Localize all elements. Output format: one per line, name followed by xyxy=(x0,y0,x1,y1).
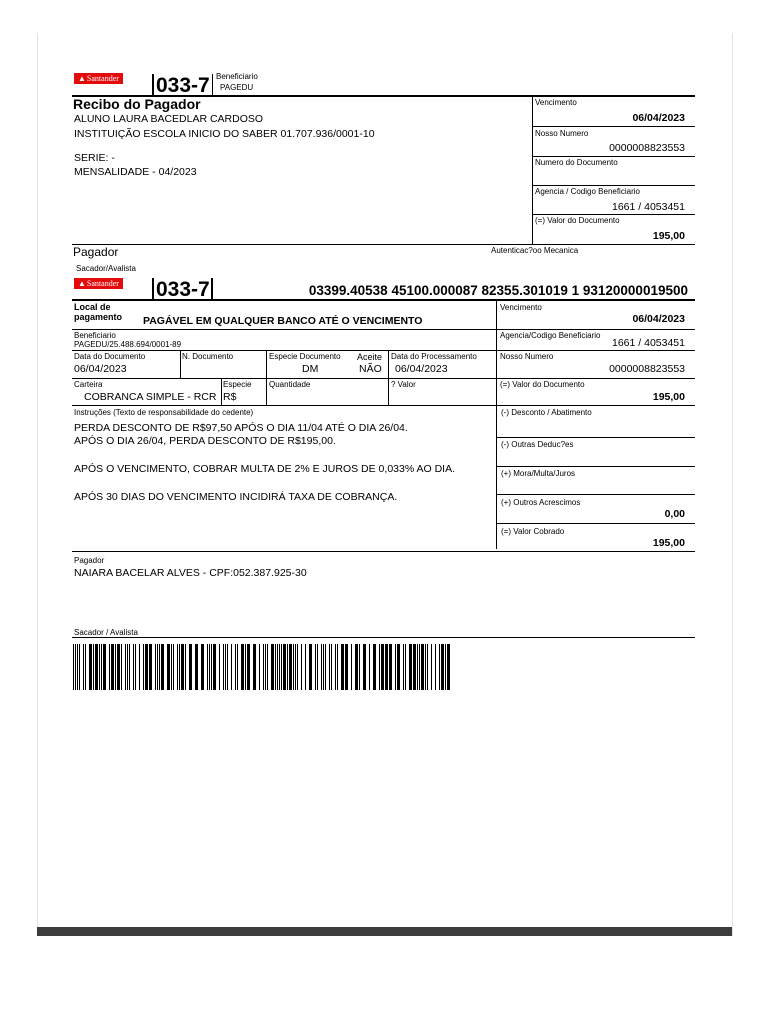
slip-drawer-bottom-label: Sacador / Avalista xyxy=(74,628,138,637)
rule xyxy=(532,214,695,215)
barcode-bar xyxy=(109,644,110,690)
barcode-bar xyxy=(317,644,318,690)
barcode-bar xyxy=(337,644,338,690)
rule xyxy=(72,350,695,351)
barcode-bar xyxy=(167,644,170,690)
barcode-bar xyxy=(425,644,426,690)
barcode-bar xyxy=(445,644,446,690)
barcode-bar xyxy=(77,644,78,690)
barcode-bar xyxy=(99,644,100,690)
currency-value: R$ xyxy=(223,391,237,403)
series-line: SERIE: - xyxy=(74,152,115,164)
barcode-bar xyxy=(379,644,380,690)
barcode-bar xyxy=(253,644,256,690)
barcode-bar xyxy=(321,644,322,690)
barcode-bar xyxy=(223,644,224,690)
barcode-bar xyxy=(417,644,418,690)
barcode-bar xyxy=(419,644,420,690)
barcode-bar xyxy=(117,644,120,690)
barcode xyxy=(73,644,453,690)
charged-value: 195,00 xyxy=(652,537,685,549)
receipt-our-number-value: 0000008823553 xyxy=(609,142,685,154)
slip-due-value: 06/04/2023 xyxy=(632,313,685,325)
doc-kind-label: Especie Documento xyxy=(269,352,341,361)
doc-number-label: N. Documento xyxy=(182,352,234,361)
column-divider xyxy=(532,96,533,244)
student-line: ALUNO LAURA BACEDLAR CARDOSO xyxy=(74,113,264,125)
barcode-bar xyxy=(101,644,102,690)
barcode-bar xyxy=(179,644,180,690)
barcode-bar xyxy=(149,644,152,690)
currency-label: Especie xyxy=(223,380,252,389)
barcode-bar xyxy=(385,644,388,690)
barcode-bar xyxy=(173,644,174,690)
separator xyxy=(152,278,154,300)
charged-label: (=) Valor Cobrado xyxy=(501,527,565,536)
barcode-bar xyxy=(195,644,198,690)
barcode-bar xyxy=(213,644,216,690)
barcode-bar xyxy=(345,644,348,690)
receipt-doc-value: 195,00 xyxy=(652,230,685,242)
barcode-bar xyxy=(359,644,360,690)
barcode-bar xyxy=(219,644,220,690)
instructions-label: Instruções (Texto de responsabilidade do cedente) xyxy=(74,408,254,417)
accept-label: Aceite xyxy=(357,352,383,362)
slip-our-number-value: 0000008823553 xyxy=(609,363,685,375)
barcode-bar xyxy=(237,644,238,690)
receipt-title: Recibo do Pagador xyxy=(73,96,201,112)
barcode-bar xyxy=(133,644,134,690)
bank-code: 033-7 xyxy=(156,74,210,97)
barcode-bar xyxy=(389,644,392,690)
barcode-bar xyxy=(277,644,278,690)
barcode-bar xyxy=(295,644,296,690)
barcode-bar xyxy=(447,644,450,690)
doc-date-label: Data do Documento xyxy=(74,352,146,361)
barcode-bar xyxy=(405,644,406,690)
barcode-bar xyxy=(75,644,76,690)
value-label: ? Valor xyxy=(391,380,416,389)
barcode-bar xyxy=(231,644,232,690)
barcode-bar xyxy=(267,644,268,690)
separator xyxy=(152,74,154,96)
doc-kind-value: DM xyxy=(302,363,319,375)
slip-payer-value: NAIARA BACELAR ALVES - CPF:052.387.925-30 xyxy=(74,567,307,579)
beneficiary-label: Beneficiario xyxy=(216,72,258,81)
barcode-bar xyxy=(207,644,208,690)
rule xyxy=(532,126,695,127)
barcode-bar xyxy=(301,644,302,690)
barcode-bar xyxy=(201,644,204,690)
accept-value: NÃO xyxy=(359,363,382,375)
barcode-bar xyxy=(177,644,178,690)
digitable-line: 03399.40538 45100.000087 82355.301019 1 93120000019500 xyxy=(308,283,688,298)
barcode-bar xyxy=(95,644,98,690)
barcode-bar xyxy=(227,644,228,690)
column-divider xyxy=(221,379,222,405)
barcode-bar xyxy=(271,644,274,690)
column-divider xyxy=(180,351,181,378)
barcode-bar xyxy=(111,644,114,690)
barcode-bar xyxy=(247,644,250,690)
barcode-bar xyxy=(125,644,126,690)
santander-flame-icon: ▲ xyxy=(78,74,86,83)
instruction-line: PERDA DESCONTO DE R$97,50 APÓS O DIA 11/04 ATÉ O DIA 26/04. xyxy=(74,422,408,434)
barcode-bar xyxy=(373,644,376,690)
barcode-bar xyxy=(209,644,210,690)
slip-beneficiary-label: Beneficiario xyxy=(74,331,116,340)
barcode-bar xyxy=(73,644,74,690)
barcode-bar xyxy=(127,644,128,690)
column-divider xyxy=(266,379,267,405)
rule xyxy=(72,405,695,406)
barcode-bar xyxy=(409,644,412,690)
column-divider xyxy=(388,379,389,405)
column-divider xyxy=(266,351,267,378)
wallet-label: Carteira xyxy=(74,380,103,389)
barcode-bar xyxy=(363,644,366,690)
barcode-bar xyxy=(263,644,264,690)
barcode-bar xyxy=(159,644,160,690)
receipt-agency-value: 1661 / 4053451 xyxy=(612,201,685,213)
receipt-due-value: 06/04/2023 xyxy=(632,112,685,124)
payment-place-label: Local de xyxy=(74,302,111,312)
barcode-bar xyxy=(171,644,172,690)
barcode-bar xyxy=(89,644,92,690)
barcode-bar xyxy=(413,644,416,690)
institution-line: INSTITUIÇÃO ESCOLA INICIO DO SABER 01.707.936/0001-10 xyxy=(74,128,375,140)
receipt-doc-number-label: Numero do Documento xyxy=(535,158,618,167)
barcode-bar xyxy=(129,644,130,690)
barcode-bar xyxy=(211,644,212,690)
slip-agency-value: 1661 / 4053451 xyxy=(612,337,685,349)
barcode-bar xyxy=(435,644,436,690)
barcode-bar xyxy=(305,644,306,690)
barcode-bar xyxy=(145,644,148,690)
barcode-bar xyxy=(121,644,122,690)
payment-place-label-2: pagamento xyxy=(74,312,123,322)
barcode-bar xyxy=(431,644,432,690)
barcode-bar xyxy=(259,644,260,690)
slip-beneficiary-value: PAGEDU/25.488.694/0001-89 xyxy=(74,340,182,349)
rule xyxy=(72,637,695,638)
processing-date-value: 06/04/2023 xyxy=(395,363,448,375)
barcode-bar xyxy=(381,644,384,690)
barcode-bar xyxy=(325,644,326,690)
barcode-bar xyxy=(289,644,292,690)
slip-doc-value-label: (=) Valor do Documento xyxy=(500,380,585,389)
auth-label: Autenticac?oo Mecanica xyxy=(491,246,579,255)
barcode-bar xyxy=(421,644,424,690)
barcode-bar xyxy=(439,644,440,690)
barcode-bar xyxy=(283,644,286,690)
rule xyxy=(72,244,695,245)
instruction-line: APÓS 30 DIAS DO VENCIMENTO INCIDIRÁ TAXA DE COBRANÇA. xyxy=(74,491,398,503)
barcode-bar xyxy=(157,644,158,690)
barcode-bar xyxy=(281,644,282,690)
barcode-bar xyxy=(181,644,184,690)
barcode-bar xyxy=(369,644,370,690)
rule xyxy=(496,466,695,467)
barcode-bar xyxy=(275,644,276,690)
barcode-bar xyxy=(115,644,116,690)
rule xyxy=(72,378,695,379)
slip-drawer-label: Sacador/Avalista xyxy=(76,264,136,273)
beneficiary-value: PAGEDU xyxy=(220,83,254,92)
instruction-line: APÓS O DIA 26/04, PERDA DESCONTO DE R$195,00. xyxy=(74,435,336,447)
barcode-bar xyxy=(279,644,280,690)
penalty-label: (+) Mora/Multa/Juros xyxy=(501,469,576,478)
barcode-bar xyxy=(331,644,332,690)
slip-due-label: Vencimento xyxy=(500,303,542,312)
quantity-label: Quantidade xyxy=(269,380,311,389)
slip-payer-label: Pagador xyxy=(74,556,105,565)
receipt-our-number-label: Nosso Numero xyxy=(535,129,589,138)
barcode-bar xyxy=(185,644,186,690)
receipt-doc-value-label: (=) Valor do Documento xyxy=(535,216,620,225)
separator xyxy=(211,278,213,300)
rule xyxy=(72,551,695,552)
barcode-bar xyxy=(355,644,358,690)
barcode-bar xyxy=(79,644,80,690)
barcode-bar xyxy=(265,644,266,690)
barcode-bar xyxy=(189,644,192,690)
instruction-line: APÓS O VENCIMENTO, COBRAR MULTA DE 2% E JUROS DE 0,033% AO DIA. xyxy=(74,463,456,475)
barcode-bar xyxy=(225,644,226,690)
rule xyxy=(496,437,695,438)
barcode-bar xyxy=(241,644,244,690)
barcode-bar xyxy=(85,644,86,690)
barcode-bar xyxy=(293,644,294,690)
barcode-bar xyxy=(323,644,324,690)
column-divider xyxy=(388,351,389,378)
barcode-bar xyxy=(155,644,156,690)
barcode-bar xyxy=(83,644,84,690)
barcode-bar xyxy=(139,644,140,690)
receipt-payer-label: Pagador xyxy=(73,245,119,259)
slip-agency-label: Agencia/Codigo Beneficiario xyxy=(500,331,601,340)
receipt-agency-label: Agencia / Codigo Beneficiario xyxy=(535,187,640,196)
barcode-bar xyxy=(315,644,316,690)
processing-date-label: Data do Processamento xyxy=(391,352,477,361)
barcode-bar xyxy=(395,644,396,690)
separator xyxy=(212,74,213,96)
slip-our-number-label: Nosso Numero xyxy=(500,352,554,361)
barcode-bar xyxy=(329,644,330,690)
barcode-bar xyxy=(403,644,404,690)
rule xyxy=(72,299,695,301)
column-divider xyxy=(496,300,497,549)
other-additions-value: 0,00 xyxy=(664,508,685,520)
barcode-bar xyxy=(427,644,428,690)
barcode-bar xyxy=(135,644,136,690)
rule xyxy=(496,494,695,495)
page-bottom-edge xyxy=(37,927,732,936)
barcode-bar xyxy=(93,644,94,690)
barcode-bar xyxy=(341,644,344,690)
barcode-bar xyxy=(297,644,298,690)
barcode-bar xyxy=(309,644,312,690)
barcode-bar xyxy=(287,644,288,690)
tuition-line: MENSALIDADE - 04/2023 xyxy=(74,166,197,178)
doc-date-value: 06/04/2023 xyxy=(74,363,127,375)
rule xyxy=(532,185,695,186)
barcode-bar xyxy=(103,644,106,690)
santander-flame-icon: ▲ xyxy=(78,279,86,288)
barcode-bar xyxy=(397,644,400,690)
barcode-bar xyxy=(441,644,444,690)
santander-logo: ▲Santander xyxy=(74,278,123,289)
discount-label: (-) Desconto / Abatimento xyxy=(501,408,592,417)
wallet-value: COBRANCA SIMPLE - RCR xyxy=(84,391,217,403)
barcode-bar xyxy=(235,644,236,690)
rule xyxy=(72,329,695,330)
barcode-bar xyxy=(351,644,352,690)
barcode-bar xyxy=(245,644,246,690)
rule xyxy=(532,156,695,157)
slip-doc-value: 195,00 xyxy=(652,391,685,403)
barcode-bar xyxy=(143,644,144,690)
other-additions-label: (+) Outros Acrescimos xyxy=(501,498,581,507)
barcode-bar xyxy=(335,644,336,690)
slip-bank-code: 033-7 xyxy=(156,278,210,301)
receipt-due-label: Vencimento xyxy=(535,98,577,107)
barcode-bar xyxy=(161,644,164,690)
santander-logo: ▲Santander xyxy=(74,73,123,84)
other-deductions-label: (-) Outras Deduc?es xyxy=(501,440,574,449)
rule xyxy=(496,523,695,524)
payment-place-value: PAGÁVEL EM QUALQUER BANCO ATÉ O VENCIMENTO xyxy=(143,315,423,327)
